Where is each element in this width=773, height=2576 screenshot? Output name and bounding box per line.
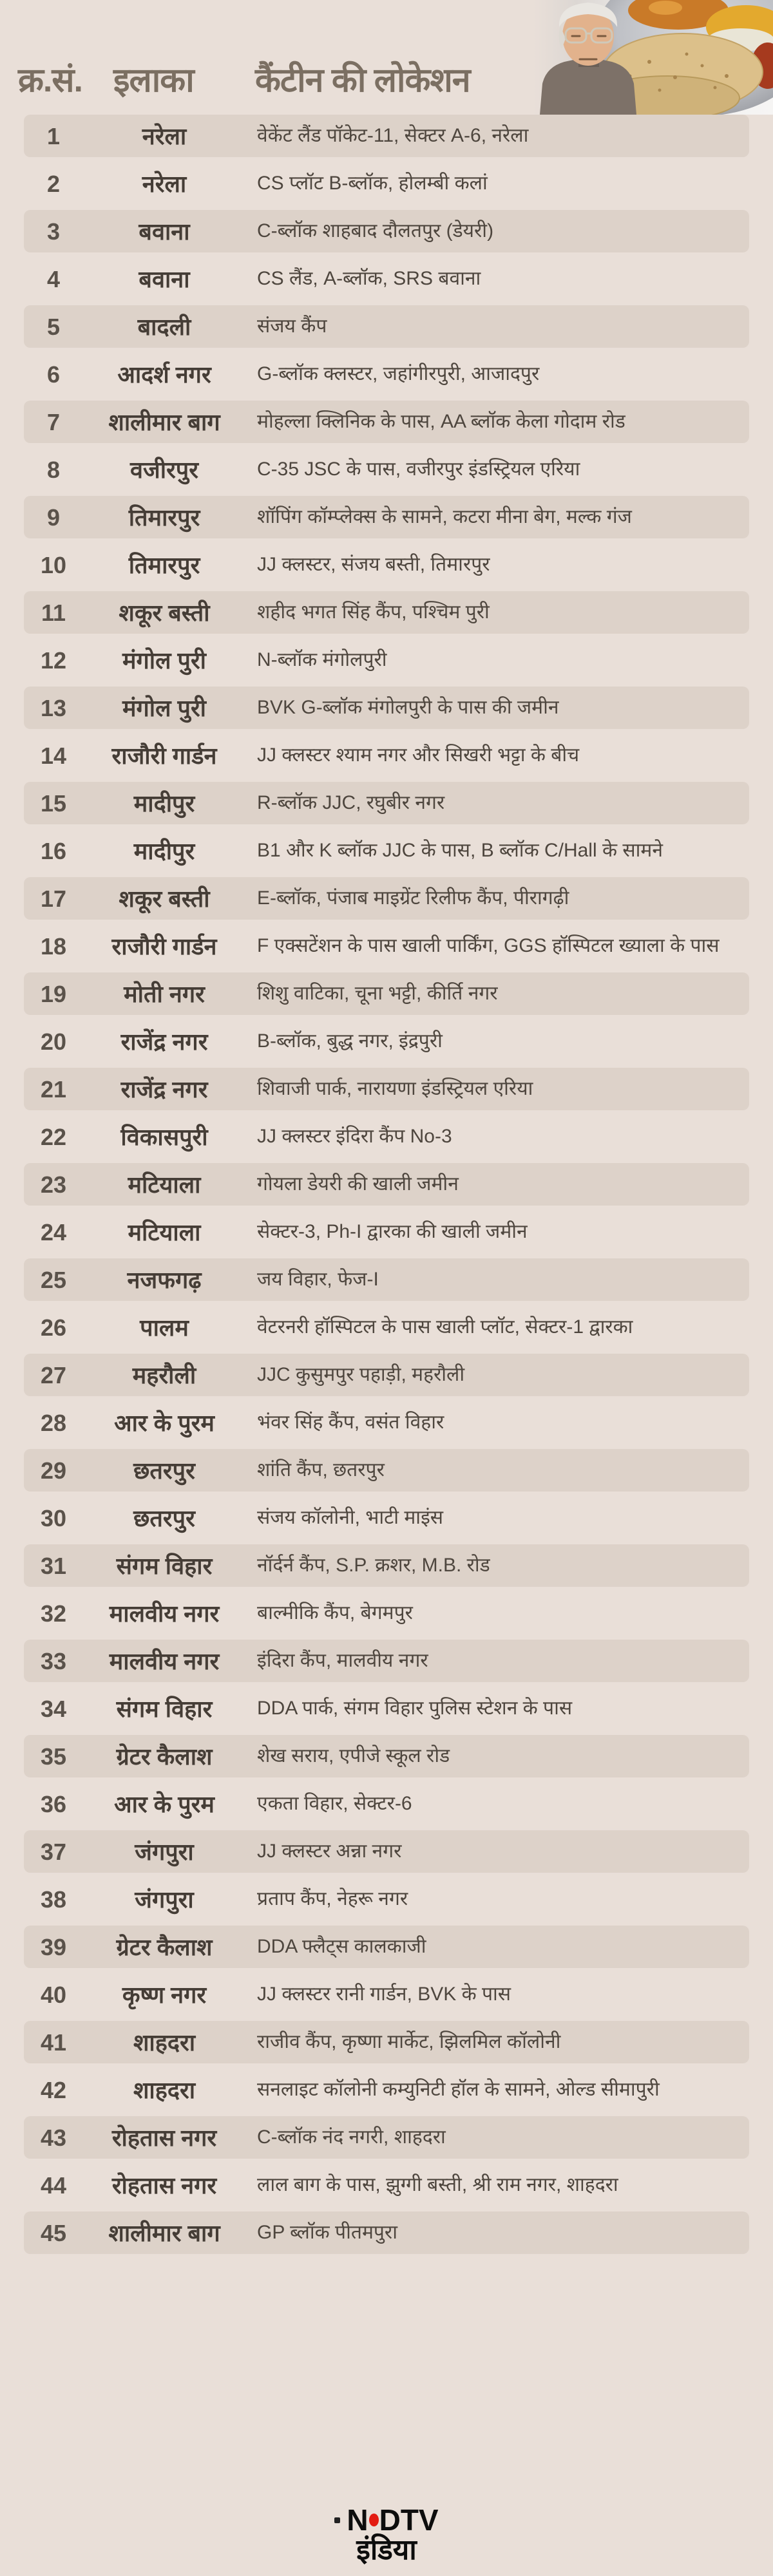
row-location: वेटरनरी हॉस्पिटल के पास खाली प्लॉट, सेक्टर-1 द्वारका: [257, 1316, 633, 1338]
row-area: मादीपुर: [133, 837, 195, 864]
row-area: नजफगढ़: [127, 1266, 202, 1293]
logo-dtv: DTV: [379, 2503, 439, 2537]
row-serial: 33: [40, 1647, 67, 1674]
row-area: कृष्ण नगर: [122, 1981, 207, 2008]
row-area: ग्रेटर कैलाश: [116, 1933, 213, 1960]
row-area: मालवीय नगर: [109, 1600, 220, 1627]
column-header-area: इलाका: [113, 61, 194, 99]
row-serial: 10: [40, 551, 67, 578]
row-area: नरेला: [142, 170, 187, 197]
row-location: C-ब्लॉक शाहबाद दौलतपुर (डेयरी): [257, 220, 494, 242]
table-row: [24, 639, 749, 681]
row-serial: 32: [40, 1600, 67, 1627]
row-area: छतरपुर: [133, 1457, 195, 1484]
table-row: [24, 115, 749, 157]
row-serial: 44: [40, 2172, 67, 2199]
row-location: JJ क्लस्टर अन्ना नगर: [257, 1841, 402, 1862]
row-location: B1 और K ब्लॉक JJC के पास, B ब्लॉक C/Hall के सामने: [257, 840, 663, 862]
row-serial: 20: [40, 1028, 67, 1055]
table-row: [24, 1687, 749, 1730]
row-area: मंगोल पुरी: [122, 694, 207, 721]
india-wordmark: इंडिया: [356, 2534, 417, 2566]
row-area: नरेला: [142, 122, 187, 149]
table-row: [24, 401, 749, 443]
row-serial: 2: [46, 170, 61, 197]
row-serial: 27: [40, 1361, 67, 1388]
table-row: [24, 1592, 749, 1634]
table-row: [24, 544, 749, 586]
table-row: [24, 1163, 749, 1206]
row-location: R-ब्लॉक JJC, रघुबीर नगर: [257, 792, 445, 814]
table-row: [24, 1068, 749, 1110]
row-area: मटियाला: [128, 1218, 201, 1245]
row-serial: 34: [40, 1695, 67, 1722]
table-row: [24, 1258, 749, 1301]
row-serial: 31: [40, 1552, 67, 1579]
row-serial: 43: [40, 2124, 67, 2151]
table-row: [24, 1306, 749, 1349]
table-row: [24, 782, 749, 824]
row-serial: 11: [41, 599, 66, 626]
row-serial: 40: [40, 1981, 67, 2008]
row-location: लाल बाग के पास, झुग्गी बस्ती, श्री राम नगर, शाहदरा: [257, 2174, 618, 2196]
row-serial: 28: [40, 1409, 67, 1436]
table-row: [24, 1878, 749, 1920]
row-location: C-ब्लॉक नंद नगरी, शाहदरा: [257, 2126, 446, 2148]
row-serial: 4: [46, 265, 61, 292]
row-location: JJ क्लस्टर श्याम नगर और सिखरी भट्टा के बीच: [257, 744, 580, 766]
row-area: संगम विहार: [116, 1695, 213, 1722]
table-row: [24, 1401, 749, 1444]
row-area: शालीमार बाग: [108, 408, 220, 435]
row-serial: 18: [40, 933, 67, 960]
row-area: बवाना: [138, 218, 190, 245]
table-row: [24, 305, 749, 348]
row-area: जंगपुरा: [135, 1838, 194, 1865]
row-area: बादली: [137, 313, 191, 340]
row-serial: 9: [46, 504, 61, 531]
table-row: [24, 925, 749, 967]
vajpayee-thali-photo: [533, 0, 773, 115]
canteen-table-body: [0, 115, 773, 2254]
row-area: आर के पुरम: [114, 1790, 215, 1817]
row-location: जय विहार, फेज-I: [257, 1269, 379, 1291]
row-area: विकासपुरी: [120, 1123, 208, 1150]
table-row: [24, 2164, 749, 2206]
table-row: [24, 1926, 749, 1968]
logo-red-dot-icon: [369, 2514, 379, 2526]
table-row: [24, 1449, 749, 1492]
row-serial: 24: [40, 1218, 67, 1245]
row-location: G-ब्लॉक क्लस्टर, जहांगीरपुरी, आजादपुर: [257, 363, 540, 385]
row-area: मोती नगर: [124, 980, 205, 1007]
row-location: DDA पार्क, संगम विहार पुलिस स्टेशन के पास: [257, 1698, 573, 1719]
table-row: [24, 1783, 749, 1825]
row-serial: 1: [46, 122, 61, 149]
row-serial: 12: [40, 647, 67, 674]
column-header-location: कैंटीन की लोकेशन: [255, 61, 470, 99]
sabzi-highlight: [649, 1, 682, 15]
row-location: शांति कैंप, छतरपुर: [257, 1459, 385, 1481]
row-area: आदर्श नगर: [117, 361, 211, 388]
row-location: मोहल्ला क्लिनिक के पास, AA ब्लॉक केला गोदाम रोड: [257, 411, 625, 433]
row-serial: 7: [46, 408, 61, 435]
row-area: राजौरी गार्डन: [111, 742, 217, 769]
row-location: CS प्लॉट B-ब्लॉक, होलम्बी कलां: [257, 173, 488, 194]
table-row: [24, 1020, 749, 1063]
row-area: रोहतास नगर: [111, 2172, 217, 2199]
row-serial: 36: [40, 1790, 67, 1817]
row-location: नॉर्दर्न कैंप, S.P. क्रशर, M.B. रोड: [257, 1555, 490, 1577]
row-area: रोहतास नगर: [111, 2124, 217, 2151]
row-area: शकूर बस्ती: [119, 599, 210, 626]
row-serial: 29: [40, 1457, 67, 1484]
row-location: शिवाजी पार्क, नारायणा इंडस्ट्रियल एरिया: [257, 1078, 533, 1100]
row-area: शाहदरा: [133, 2029, 196, 2056]
row-serial: 23: [40, 1171, 67, 1198]
row-area: बवाना: [138, 265, 190, 292]
row-location: राजीव कैंप, कृष्णा मार्केट, झिलमिल कॉलोनी: [257, 2031, 561, 2053]
row-location: DDA फ्लैट्स कालकाजी: [257, 1936, 426, 1958]
row-serial: 3: [46, 218, 61, 245]
table-row: [24, 448, 749, 491]
table-row: [24, 1735, 749, 1777]
row-serial: 35: [40, 1743, 67, 1770]
table-row: [24, 258, 749, 300]
row-serial: 41: [40, 2029, 67, 2056]
row-location: N-ब्लॉक मंगोलपुरी: [257, 649, 387, 671]
row-location: JJ क्लस्टर इंदिरा कैंप No-3: [257, 1126, 452, 1148]
row-location: संजय कैंप: [257, 316, 327, 337]
row-serial: 30: [40, 1504, 67, 1531]
row-location: संजय कॉलोनी, भाटी माइंस: [257, 1507, 444, 1529]
table-row: [24, 2069, 749, 2111]
table-row: [24, 162, 749, 205]
row-serial: 37: [40, 1838, 67, 1865]
table-row: [24, 877, 749, 920]
logo-dot-icon: [334, 2517, 340, 2523]
row-serial: 15: [40, 790, 67, 817]
row-area: मंगोल पुरी: [122, 647, 207, 674]
table-row: [24, 1544, 749, 1587]
row-area: पालम: [140, 1314, 189, 1341]
row-area: राजेंद्र नगर: [120, 1075, 208, 1103]
logo-n: N: [347, 2503, 368, 2537]
table-row: [24, 353, 749, 395]
row-serial: 14: [40, 742, 67, 769]
row-serial: 17: [40, 885, 67, 912]
photo-illustration: [533, 0, 773, 115]
row-area: जंगपुरा: [135, 1886, 194, 1913]
column-header-serial: क्र.सं.: [18, 61, 82, 99]
row-location: शेख सराय, एपीजे स्कूल रोड: [257, 1745, 450, 1767]
row-location: JJ क्लस्टर रानी गार्डन, BVK के पास: [257, 1984, 511, 2005]
row-area: तिमारपुर: [128, 504, 200, 531]
table-row: [24, 210, 749, 252]
row-serial: 13: [40, 694, 67, 721]
row-location: गोयला डेयरी की खाली जमीन: [257, 1173, 459, 1195]
row-area: छतरपुर: [133, 1504, 195, 1531]
row-area: शकूर बस्ती: [119, 885, 210, 912]
row-location: F एक्सटेंशन के पास खाली पार्किंग, GGS हॉस्पिटल ख्याला के पास: [257, 935, 720, 957]
table-row: [24, 1640, 749, 1682]
row-location: E-ब्लॉक, पंजाब माइग्रेंट रिलीफ कैंप, पीरागढ़ी: [257, 887, 569, 909]
row-location: बाल्मीकि कैंप, बेगमपुर: [257, 1602, 413, 1624]
row-location: सनलाइट कॉलोनी कम्युनिटी हॉल के सामने, ओल्ड सीमापुरी: [257, 2079, 660, 2101]
row-location: JJ क्लस्टर, संजय बस्ती, तिमारपुर: [257, 554, 490, 576]
row-area: शालीमार बाग: [108, 2219, 220, 2246]
table-row: [24, 1497, 749, 1539]
row-serial: 8: [46, 456, 61, 483]
table-row: [24, 1115, 749, 1158]
table-row: [24, 1211, 749, 1253]
row-serial: 5: [46, 313, 61, 340]
row-serial: 39: [40, 1933, 67, 1960]
row-location: C-35 JSC के पास, वजीरपुर इंडस्ट्रियल एरिया: [257, 459, 580, 480]
row-location: शिशु वाटिका, चूना भट्टी, कीर्ति नगर: [257, 983, 498, 1005]
row-area: राजेंद्र नगर: [120, 1028, 208, 1055]
table-row: [24, 2021, 749, 2063]
row-serial: 19: [40, 980, 67, 1007]
row-location: शहीद भगत सिंह कैंप, पश्चिम पुरी: [257, 601, 490, 623]
table-row: [24, 1354, 749, 1396]
row-area: महरौली: [132, 1361, 196, 1388]
row-serial: 25: [40, 1266, 67, 1293]
row-area: मटियाला: [128, 1171, 201, 1198]
row-location: CS लैंड, A-ब्लॉक, SRS बवाना: [257, 268, 481, 290]
row-location: एकता विहार, सेक्टर-6: [257, 1793, 412, 1815]
row-area: संगम विहार: [116, 1552, 213, 1579]
row-area: मादीपुर: [133, 790, 195, 817]
table-row: [24, 1973, 749, 2016]
row-serial: 21: [40, 1075, 67, 1103]
table-header: [0, 0, 773, 109]
row-serial: 38: [40, 1886, 67, 1913]
row-location: शॉपिंग कॉम्प्लेक्स के सामने, कटरा मीना बेग, मल्क गंज: [257, 506, 632, 528]
row-serial: 42: [40, 2076, 67, 2103]
row-location: प्रताप कैंप, नेहरू नगर: [257, 1888, 408, 1910]
row-location: B-ब्लॉक, बुद्ध नगर, इंद्रपुरी: [257, 1030, 443, 1052]
row-area: वजीरपुर: [130, 456, 198, 483]
row-area: ग्रेटर कैलाश: [116, 1743, 213, 1770]
row-location: सेक्टर-3, Ph-I द्वारका की खाली जमीन: [257, 1221, 528, 1243]
row-serial: 22: [40, 1123, 67, 1150]
row-serial: 45: [40, 2219, 67, 2246]
row-area: शाहदरा: [133, 2076, 196, 2103]
row-location: BVK G-ब्लॉक मंगोलपुरी के पास की जमीन: [257, 697, 559, 719]
row-area: तिमारपुर: [128, 551, 200, 578]
table-row: [24, 972, 749, 1015]
row-location: GP ब्लॉक पीतमपुरा: [257, 2222, 397, 2244]
table-row: [24, 591, 749, 634]
row-serial: 6: [46, 361, 61, 388]
ndtv-india-logo: [0, 2505, 773, 2564]
ndtv-wordmark: [334, 2505, 438, 2535]
table-row: [24, 734, 749, 777]
table-row: [24, 1830, 749, 1873]
row-location: भंवर सिंह कैंप, वसंत विहार: [257, 1412, 444, 1434]
row-location: वेकेंट लैंड पॉकेट-11, सेक्टर A-6, नरेला: [257, 125, 529, 147]
row-serial: 26: [40, 1314, 67, 1341]
table-row: [24, 687, 749, 729]
row-serial: 16: [40, 837, 67, 864]
row-area: आर के पुरम: [114, 1409, 215, 1436]
table-row: [24, 496, 749, 538]
table-row: [24, 2116, 749, 2159]
row-area: मालवीय नगर: [109, 1647, 220, 1674]
row-location: इंदिरा कैंप, मालवीय नगर: [257, 1650, 428, 1672]
row-area: राजौरी गार्डन: [111, 933, 217, 960]
table-row: [24, 2211, 749, 2254]
row-location: JJC कुसुमपुर पहाड़ी, महरौली: [257, 1364, 465, 1386]
table-row: [24, 829, 749, 872]
